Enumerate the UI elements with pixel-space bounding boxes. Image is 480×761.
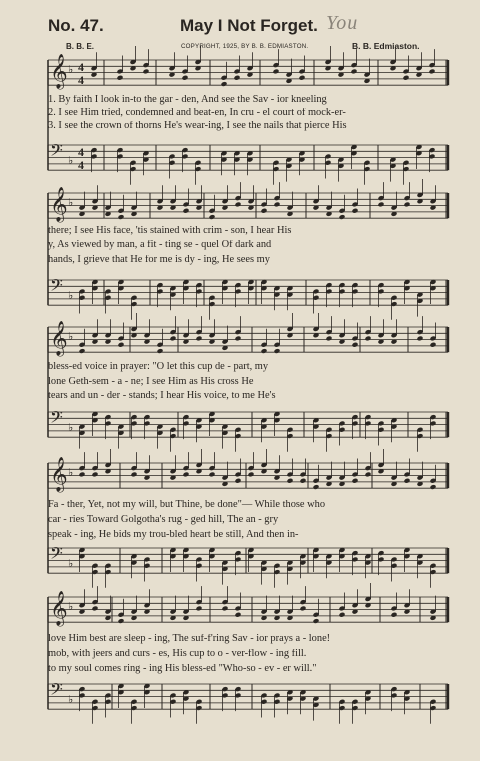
note-head <box>339 214 346 220</box>
lyricist-initials: B. B. E. <box>66 42 95 51</box>
key-flat-icon: ♭ <box>68 693 74 706</box>
lyrics-system-2-verse-3: hands, I grieve that He for me is dy - ing, He sees my <box>48 255 270 265</box>
note-head <box>430 484 437 490</box>
treble-clef-icon: 𝄞 <box>50 187 68 222</box>
note-head <box>170 335 177 341</box>
note-head <box>118 214 125 220</box>
key-flat-icon: ♭ <box>68 557 74 570</box>
note-head <box>313 484 320 490</box>
note-head <box>404 201 411 207</box>
lyrics-system-1-verse-3: 3. I see the crown of thorns He's wear-ing, I see the nails that pierce His <box>48 121 347 131</box>
note-head <box>287 478 294 484</box>
note-head <box>222 605 229 611</box>
note-head <box>157 348 164 354</box>
hymn-number: No. 47. <box>48 16 104 35</box>
note-head <box>273 68 280 74</box>
note-head <box>339 612 346 618</box>
note-head <box>209 214 216 220</box>
note-head <box>261 348 268 354</box>
lyrics-system-3-verse-2: lone Geth-sem - a - ne; I see Him as His cross He <box>48 377 254 387</box>
note-head <box>404 478 411 484</box>
note-head <box>313 618 320 624</box>
hymn-title: May I Not Forget. <box>180 16 318 35</box>
treble-clef-icon: 𝄞 <box>50 54 68 89</box>
note-head <box>209 471 216 477</box>
lyrics-system-1-verse-1: 1. By faith I look in-to the gar - den, And see the Sav - ior kneeling <box>48 95 327 105</box>
time-signature-top: 4 <box>78 145 84 159</box>
note-head <box>274 201 281 207</box>
note-head <box>326 335 333 341</box>
note-head <box>391 612 398 618</box>
note-head <box>429 68 436 74</box>
handwritten-note: You <box>326 12 359 34</box>
key-flat-icon: ♭ <box>68 289 74 302</box>
note-head <box>248 471 255 477</box>
note-head <box>365 335 372 341</box>
treble-clef-icon: 𝄞 <box>50 321 68 356</box>
lyrics-system-4-verse-2: car - ries Toward Golgotha's rug - ged hill, The an - gry <box>48 515 279 525</box>
composer-name: B. B. Edmiaston. <box>352 41 420 51</box>
note-head <box>352 478 359 484</box>
time-signature-bottom: 4 <box>78 73 84 87</box>
key-flat-icon: ♭ <box>68 63 74 76</box>
note-head <box>300 478 307 484</box>
lyrics-system-2-verse-1: there; I see His face, 'tis stained with crim - son, I hear His <box>48 226 292 236</box>
lyrics-system-4-verse-1: Fa - ther, Yet, not my will, but Thine, be done"— While those who <box>48 500 326 510</box>
note-head <box>299 75 306 81</box>
note-head <box>183 208 190 214</box>
lyrics-system-4-verse-3: speak - ing, He bids my trou-bled heart be still, And then in- <box>48 530 299 540</box>
treble-clef-icon: 𝄞 <box>50 457 68 492</box>
note-head <box>92 605 99 611</box>
lyrics-system-2-verse-2: y, As viewed by man, a fit - ting se - quel Of dark and <box>48 240 272 250</box>
note-head <box>365 471 372 477</box>
note-head <box>430 342 437 348</box>
note-head <box>117 75 124 81</box>
note-head <box>196 335 203 341</box>
note-head <box>182 75 189 81</box>
lyrics-system-3-verse-1: bless-ed voice in prayer: "O let this cup de - part, my <box>48 362 269 372</box>
bass-clef-icon: 𝄢 <box>50 407 63 431</box>
copyright-notice: COPYRIGHT, 1925, BY B. B. EDMIASTON. <box>181 43 309 50</box>
note-head <box>183 471 190 477</box>
lyrics-system-5-verse-3: to my soul comes ring - ing His bless-ed "Who-so - ev - er will." <box>48 664 317 674</box>
note-head <box>235 612 242 618</box>
key-flat-icon: ♭ <box>68 330 74 343</box>
note-head <box>196 605 203 611</box>
lyrics-system-1-verse-2: 2. I see Him tried, condemned and beat-en, In cru - el court of mock-er- <box>48 108 346 118</box>
note-head <box>79 471 86 477</box>
note-head <box>351 68 358 74</box>
time-signature-bottom: 4 <box>78 158 84 172</box>
key-flat-icon: ♭ <box>68 466 74 479</box>
note-head <box>261 208 268 214</box>
lyrics-system-3-verse-3: tears and un - der - stands; I hear His voice, to me He's <box>48 391 276 401</box>
bass-clef-icon: 𝄢 <box>50 543 63 567</box>
key-flat-icon: ♭ <box>68 600 74 613</box>
note-head <box>118 342 125 348</box>
note-head <box>131 471 138 477</box>
key-flat-icon: ♭ <box>68 196 74 209</box>
key-flat-icon: ♭ <box>68 154 74 167</box>
time-signature-top: 4 <box>78 60 84 74</box>
note-head <box>403 75 410 81</box>
note-head <box>79 348 86 354</box>
note-head <box>118 618 125 624</box>
note-head <box>235 201 242 207</box>
note-head <box>274 348 281 354</box>
note-head <box>352 208 359 214</box>
key-flat-icon: ♭ <box>68 421 74 434</box>
bass-clef-icon: 𝄢 <box>50 140 63 164</box>
note-head <box>234 75 241 81</box>
lyrics-system-5-verse-1: love Him best are sleep - ing, The suf-f'ring Sav - ior prays a - lone! <box>48 634 331 644</box>
bass-clef-icon: 𝄢 <box>50 679 63 703</box>
bass-clef-icon: 𝄢 <box>50 275 63 299</box>
note-head <box>92 471 99 477</box>
note-head <box>378 201 385 207</box>
note-head <box>300 605 307 611</box>
note-head <box>221 81 228 87</box>
note-head <box>143 68 150 74</box>
note-head <box>417 335 424 341</box>
note-head <box>235 335 242 341</box>
note-head <box>235 478 242 484</box>
treble-clef-icon: 𝄞 <box>50 591 68 626</box>
lyrics-system-5-verse-2: mob, with jeers and curs - es, His cup to o - ver-flow - ing fill. <box>48 649 307 659</box>
note-head <box>352 342 359 348</box>
